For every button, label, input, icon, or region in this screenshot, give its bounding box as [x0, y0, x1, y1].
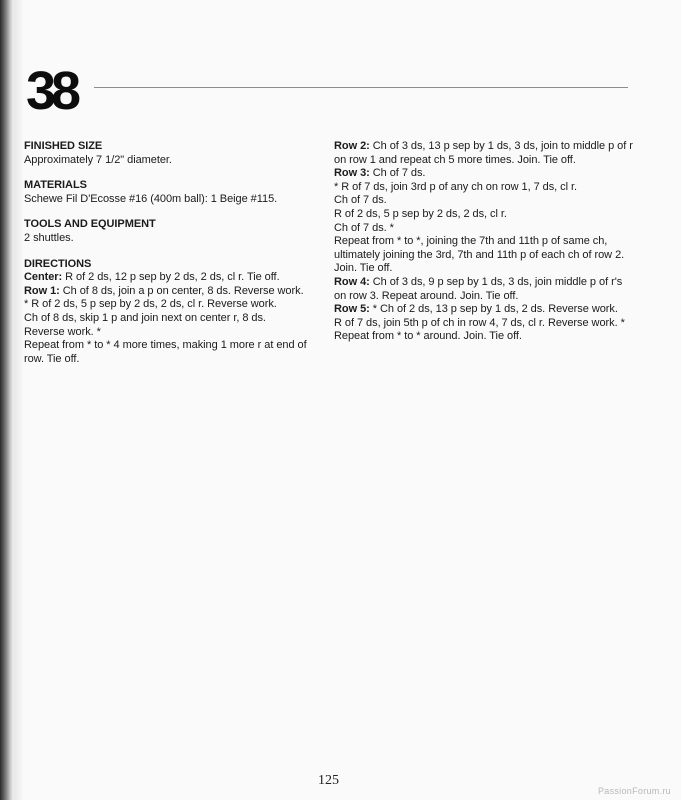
right-column [334, 140, 634, 344]
row3-line: Ch of 7 ds. * [334, 221, 394, 234]
row1-line: Ch of 8 ds, skip 1 p and join next on center r, 8 ds. [24, 311, 266, 324]
row3-line: * R of 7 ds, join 3rd p of any ch on row 1, 7 ds, cl r. [334, 180, 578, 193]
materials-section [24, 179, 316, 206]
row1-text: Ch of 8 ds, join a p on center, 8 ds. Reverse work. [59, 284, 304, 297]
row3-line: Ch of 7 ds. [334, 194, 387, 207]
row4-instruction [334, 276, 634, 303]
row3-instruction [334, 167, 634, 181]
left-column [24, 140, 316, 378]
watermark: PassionForum.ru [597, 786, 671, 796]
directions-heading: DIRECTIONS [24, 257, 92, 270]
row5-instruction [334, 303, 634, 317]
row3-line: Repeat from * to *, joining the 7th and 11th p of same ch, ultimately joining the 3rd, 7th and 11th p of each ch of row 2. Join. Tie off. [334, 235, 625, 275]
row2-text: Ch of 3 ds, 13 p sep by 1 ds, 3 ds, join to middle p of r on row 1 and repeat ch 5 more times. Join. Tie off. [334, 140, 633, 166]
row3-line: R of 2 ds, 5 p sep by 2 ds, 2 ds, cl r. [334, 207, 507, 220]
gutter-shadow [14, 0, 24, 800]
row3-text: Ch of 7 ds. [369, 167, 426, 180]
tools-text: 2 shuttles. [24, 231, 74, 244]
row1-instruction [24, 285, 316, 299]
materials-heading: MATERIALS [24, 179, 87, 192]
tools-section [24, 218, 316, 245]
row1-line: Reverse work. * [24, 325, 101, 338]
row2-instruction [334, 140, 634, 167]
page-number: 125 [318, 773, 339, 788]
row5-line: R of 7 ds, join 5th p of ch in row 4, 7 ds, cl r. Reverse work. * [334, 316, 625, 329]
row5-line: Repeat from * to * around. Join. Tie off. [334, 330, 522, 343]
row3-label: Row 3: [334, 167, 370, 180]
row4-label: Row 4: [334, 275, 370, 288]
row1-line: * R of 2 ds, 5 p sep by 2 ds, 2 ds, cl r. Reverse work. [24, 298, 277, 311]
row5-text: * Ch of 2 ds, 13 p sep by 1 ds, 2 ds. Reverse work. [369, 303, 618, 316]
row5-label: Row 5: [334, 303, 370, 316]
row2-label: Row 2: [334, 140, 370, 152]
directions-section [24, 258, 316, 367]
center-instruction [24, 271, 316, 285]
pattern-number: 38 [26, 61, 77, 121]
materials-text: Schewe Fil D'Ecosse #16 (400m ball): 1 Beige #115. [24, 192, 278, 205]
center-label: Center: [24, 271, 63, 284]
row1-label: Row 1: [24, 284, 60, 297]
finished-size-heading: FINISHED SIZE [24, 140, 103, 152]
header-rule [94, 87, 628, 88]
tools-heading: TOOLS AND EQUIPMENT [24, 218, 156, 231]
row4-text: Ch of 3 ds, 9 p sep by 1 ds, 3 ds, join middle p of r's on row 3. Repeat around. Join. Tie off. [334, 275, 623, 302]
finished-size-section [24, 140, 316, 167]
finished-size-text: Approximately 7 1/2" diameter. [24, 153, 172, 166]
book-spine-shadow [0, 0, 14, 800]
row1-line: Repeat from * to * 4 more times, making 1 more r at end of row. Tie off. [24, 339, 307, 365]
center-text: R of 2 ds, 12 p sep by 2 ds, 2 ds, cl r. Tie off. [62, 271, 280, 284]
